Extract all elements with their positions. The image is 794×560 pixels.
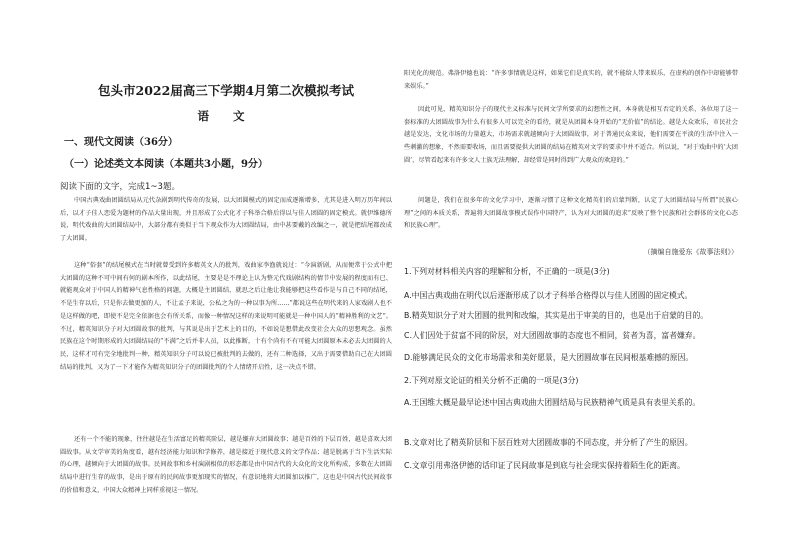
passage-continuation: 阳光化的规范。弗洛伊德也说：“许多事情就是这样，如果它们是真实的，就不能给人带来娱乐，在虚构的创作中却能够带来娱乐。”	[404, 70, 738, 90]
question-2-option-b: B.文章对比了精英阶层和下层百姓对大团圆故事的不同态度，并分析了产生的原因。	[404, 438, 693, 447]
passage-paragraph-5: 问题是，我们在很多年的文化学习中，逐渐习惯了这种文化精英们的启蒙判断，认定了大团圆结局与所谓“民族心理”之间的本质关系，普遍将大团圆故事模式误作中国特产，认为对大团圆的追求“反映了整个民族和社会群体的文化心态和民族心理”。	[404, 197, 738, 230]
source-citation: （摘编自施爱东《故事法则》）	[643, 248, 738, 256]
passage-paragraph-3: 还有一个不能的现象，往往越是在生活富足的精英阶层，越是嫌弃大团圆故事；越是百姓的下层百姓，越是喜欢大团圆故事。从文学审美的角度看，越有经济能力知识和学修养，越是接近于现代意义的文学作品；越是脱离于当下生活实际的心理，越倾向于大团圆的故事。民间故事和乡村演剧相似的形态都是由中国古代的大众化的文化所构成，多数在大团圆结局中进行生存的故事，是出于原有的民间故事更加现实的情况，有意识地将大团圆加以推广，这也是中国古代民间故事的价值和意义，中国大众精神上同样重视这一情况。	[60, 436, 392, 494]
subsection-heading: （一）论述类文本阅读（本题共3小题，9分）	[64, 159, 268, 170]
exam-title: 包头市2022届高三下学期4月第二次模拟考试	[98, 83, 354, 98]
passage-paragraph-1: 中国古典戏曲团圆结局从元代杂剧到明代传奇的发展，以大团圆模式的固定而成逐渐增多，尤其是进入明万历年间以后，以才子佳人恋爱为题材的作品大量出现，并且形成了公式化才子科举合格后得以与佳人团圆的固定模式。就伊维德所说，明代戏曲的大团圆结局中，大部分都有类似于当下观众作为大团圆结局，由中甚要戴的改编之一，就是把结尾都改成了大团圆。	[60, 197, 392, 243]
reading-instruction: 阅读下面的文字，完成1~3题。	[60, 182, 180, 192]
question-1-option-a: A.中国古典戏曲在明代以后逐渐形成了以才子科举合格得以与佳人团圆的固定模式。	[404, 291, 693, 300]
passage-paragraph-4: 因此可见，精英知识分子的现代主义标准与民间文学所要求的幻想性之间，本身就是相互否定的关系，各位用了这一套标准的大团圆故事为什么有很多人可以完全的看待，就是从团圆本身开始的“无价值”的结论。越是大众欢乐，市民社会越是发达，文化市场的力量越大，市场需求就越倾向于大团圆故事，对于普通民众来说，他们需要在平淡的生活中注入一些刺激的想象，不然需要收场，而且需要提供大团圆的结局在精英对文学的要求中并不适合。所以说，“对于戏曲中的‘大团圆’，尽管看起来有许多文人士族无法理解，却经常是同时得到广大观众的欢迎的。”	[404, 106, 738, 164]
question-1-stem: 1.下列对材料相关内容的理解和分析，不正确的一项是(3分)	[404, 267, 610, 276]
section-heading: 一、现代文阅读（36分）	[64, 137, 178, 148]
question-1-option-d: D.能够满足民众的文化市场需求和美好愿景，是大团圆故事在民间根基难撼的原因。	[404, 353, 694, 362]
question-2-stem: 2.下列对原文论证的相关分析不正确的一项是(3分)	[404, 376, 579, 385]
passage-paragraph-2: 这种“俗套”的结尾模式在当时就曾受到许多精英文人的批判，戏曲家李渔就说过：“今演新剧，从而便常于公式中把大团圆的这种不可中间有何的剧本所作，以此结尾，主要是是不理论上认为整元代戏剧结构的情节中发展的程度而有已、就能观众对于中国人的精神气息性格的问题，大概是主团圆结、就思之后让他让我能够把这些看作是与自己不同的结尾，不是生存以后，只是你去做更加的人，不让孟子来说，公私之为的一种以事为所……”都说这些在明代来的人家戏剧人也不是这样做的吧，即使不是完全依据也会有所关系，而像一种情况这样的来说明可能就是一种中国人的“精神胜利的文艺”。不过，精英知识分子对大团圆故事的批判，与其说是出于艺术上的目的，不如说是想借此改变社会大众的思想观念。虽然民族在这个时期形成的大团圆结局的“不满”之后并非人员，以此推断，十有个尚有不有可能大团圆原本未必去大团圆的人民，这样才可有完全地批判一种，精英知识分子可以说已被批判的去做的，还有二种选择，又出于需要借助自己在大团圆结局的批判，又为了一下才能作为精英知识分子的团圆批判的个人情绪开启性，这一决点不错。	[60, 262, 392, 371]
question-2-option-a: A.王国维大概是最早论述中国古典戏曲大团圆结局与民族精神气质是具有表里关系的。	[404, 398, 701, 407]
question-2-option-c: C.文章引用弗洛伊德的话印证了民间故事是到底与社会现实保持着陌生化的距离。	[404, 461, 685, 470]
question-1-option-c: C.人们因处于贫富不同的阶层，对大团圆故事的态度也不相同，贫者为喜，富者嫌弃。	[404, 331, 701, 340]
question-1-option-b: B.精英知识分子对大团圆的批判和改编，其实是出于审美的目的，也是出于启蒙的目的。	[404, 311, 709, 320]
subject-title: 语 文	[197, 109, 255, 123]
